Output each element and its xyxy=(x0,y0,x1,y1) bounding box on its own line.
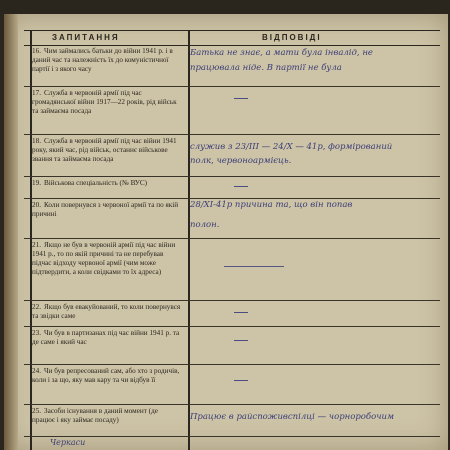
question-number: 16. xyxy=(32,47,41,55)
question-text xyxy=(32,241,182,277)
blank-dash xyxy=(234,98,248,99)
answer-line-2: полон. xyxy=(190,220,220,230)
question-number: 21. xyxy=(32,241,41,249)
answer-line-1: Працює в райспоживспілці — чорноробочим xyxy=(190,412,395,422)
question-row-18 xyxy=(24,134,440,177)
question-text xyxy=(32,89,182,116)
question-label: Служба в червоній армії під час громадянської війни 1917—22 років, рід військ та займаєма посада xyxy=(32,89,177,115)
question-text xyxy=(32,303,182,321)
answer-line-2: працювала ніде. В партії не була xyxy=(190,63,342,73)
question-number: 24. xyxy=(32,367,41,375)
question-row-23 xyxy=(24,326,440,365)
question-text xyxy=(32,201,182,219)
question-row-21 xyxy=(24,238,440,301)
question-row-24 xyxy=(24,364,440,405)
question-label: Якщо був евакуйований, то коли повернувся та звідки саме xyxy=(32,303,181,320)
footer-handwriting: Черкаси xyxy=(50,438,86,447)
question-label: Якщо не був в червоній армії під час війни 1941 р., то по якій причині та не перебував підчас відходу червоної армії (чим може підтвердити, а коли свідками то їх адреса) xyxy=(32,241,176,276)
question-label: Засоби існування в даний момент (де працює і яку займає посаду) xyxy=(32,407,158,424)
blank-dash xyxy=(234,340,248,341)
answer-line-1: 28/ХІ-41р причина та, що він попав xyxy=(190,200,353,210)
question-row-25 xyxy=(24,404,440,437)
blank-dash xyxy=(234,186,248,187)
question-number: 18. xyxy=(32,137,41,145)
question-label: Служба в червоній армії під час війни 1941 року, який час, рід військ, останнє військове звання та займаєма посада xyxy=(32,137,177,163)
blank-dash xyxy=(234,380,248,381)
questions-header: ЗАПИТАННЯ xyxy=(52,33,120,42)
question-number: 20. xyxy=(32,201,41,209)
question-text xyxy=(32,47,182,74)
question-text xyxy=(32,407,182,425)
question-text xyxy=(32,179,182,188)
answer-line-1: служив з 23/ІІІ — 24/Х — 41р, формірований xyxy=(190,142,393,152)
answers-header: ВІДПОВІДІ xyxy=(262,33,322,42)
question-row-19 xyxy=(24,176,440,199)
question-label: Коли повернувся з червоної армії та по якій причині xyxy=(32,201,179,218)
question-row-22 xyxy=(24,300,440,327)
answer-line-1: Батька не знає, а мати була інвалід, не xyxy=(190,48,373,58)
question-label: Чи був в партизанах під час війни 1941 р. та де саме і який час xyxy=(32,329,180,346)
question-number: 23. xyxy=(32,329,41,337)
question-label: Чим займались батьки до війни 1941 р. і в даний час та належність їх до комуністичної партії і з якого часу xyxy=(32,47,173,73)
question-number: 22. xyxy=(32,303,41,311)
answer-line-2: полк, червоноармієць. xyxy=(190,156,292,166)
question-row-17 xyxy=(24,86,440,135)
blank-dash xyxy=(234,312,248,313)
question-number: 19. xyxy=(32,179,41,187)
question-label: Чи був репресований сам, або хто з родичів, коли і за що, яку мав кару та чи відбув її xyxy=(32,367,180,384)
question-text xyxy=(32,367,182,385)
question-number: 25. xyxy=(32,407,41,415)
question-row-20 xyxy=(24,198,440,239)
page-binding xyxy=(4,14,18,450)
question-label: Військова спеціальність (№ ВУС) xyxy=(43,179,148,187)
blank-dash xyxy=(224,266,284,267)
question-number: 17. xyxy=(32,89,41,97)
question-row-16 xyxy=(24,44,440,87)
question-text xyxy=(32,137,182,164)
question-text xyxy=(32,329,182,347)
